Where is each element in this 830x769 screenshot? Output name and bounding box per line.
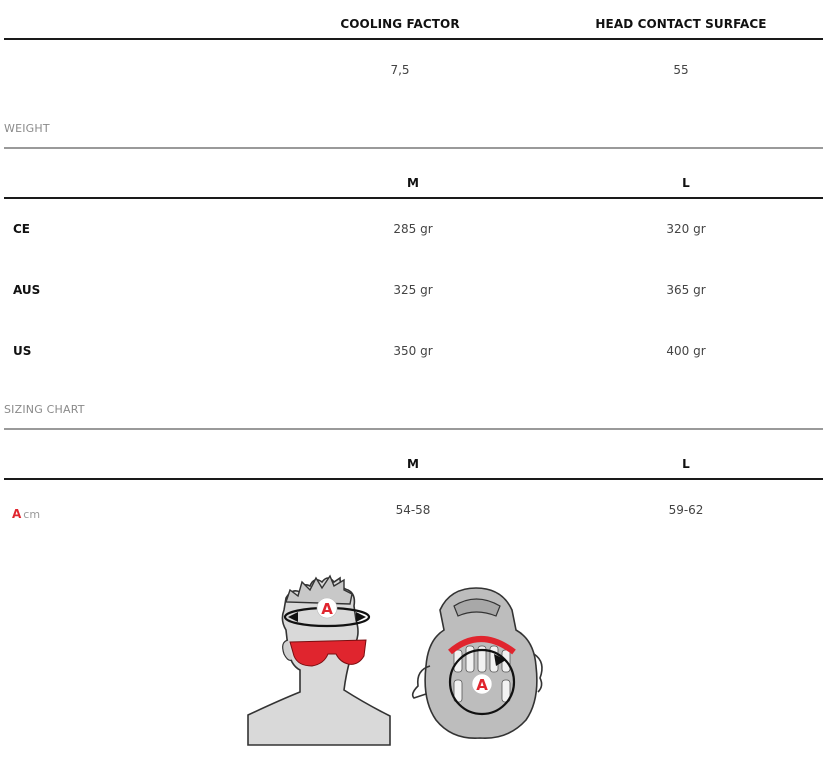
weight-value-m: 325 gr — [393, 283, 433, 297]
helmet-figure — [413, 588, 542, 738]
sizing-header-l: L — [682, 457, 690, 471]
weight-value-l: 320 gr — [666, 222, 706, 236]
header-cooling-factor: COOLING FACTOR — [340, 17, 460, 31]
head-marker-text: A — [321, 600, 333, 618]
divider — [4, 478, 823, 480]
weight-row-label: CE — [13, 222, 31, 236]
helmet-marker-text: A — [476, 676, 488, 694]
weight-header-l: L — [682, 176, 690, 190]
weight-value-l: 365 gr — [666, 283, 706, 297]
divider — [4, 428, 823, 430]
measure-unit: cm — [23, 508, 41, 521]
section-title-weight: WEIGHT — [4, 122, 50, 135]
header-head-contact-surface: HEAD CONTACT SURFACE — [595, 17, 767, 31]
sizing-value-m: 54-58 — [395, 503, 431, 517]
section-title-sizing-chart: SIZING CHART — [4, 403, 85, 416]
weight-value-m: 285 gr — [393, 222, 433, 236]
weight-header-m: M — [406, 176, 420, 190]
weight-row-label: US — [13, 344, 32, 358]
divider — [4, 147, 823, 149]
weight-value-l: 400 gr — [666, 344, 706, 358]
head-measurement-illustration — [240, 570, 560, 755]
sizing-header-m: M — [406, 457, 420, 471]
cooling-factor-value: 7,5 — [390, 63, 410, 77]
head-contact-surface-value: 55 — [673, 63, 689, 77]
head-figure — [248, 576, 390, 745]
sizing-row-label — [12, 503, 40, 522]
measure-marker: A — [12, 507, 22, 521]
divider — [4, 38, 823, 40]
weight-row-label: AUS — [13, 283, 41, 297]
sizing-value-l: 59-62 — [668, 503, 704, 517]
divider — [4, 197, 823, 199]
weight-value-m: 350 gr — [393, 344, 433, 358]
